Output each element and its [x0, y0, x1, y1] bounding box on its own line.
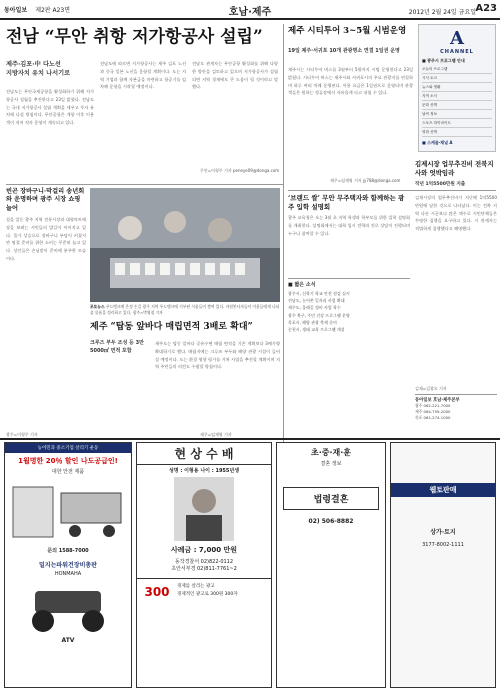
notice-line: 목포 061-274-1000: [415, 415, 451, 420]
channel-logo: A: [450, 28, 464, 49]
page-number: A23: [475, 3, 497, 14]
lead-headline: 전남 “무안 취항 저가항공사 설립”: [6, 27, 263, 47]
lead-body-col2: 전남도에 따르면 저가항공사는 제주 김포 노선과 중국 일본 노선을 운항할 계획이다. 도는 지역 기업과 함께 자본금을 마련하고 항공기를 임차해 운항을 시작할 예정이다.: [100, 61, 186, 90]
channel-schedule: [422, 66, 492, 137]
jeju-bus-byline: 제주=임재영 기자 jy788@donga.com: [330, 178, 401, 183]
channel-row[interactable]: 뉴스와 생활: [422, 84, 492, 92]
jeju-bus-headline: 제주 시티투어 3~5월 시범운영: [288, 26, 407, 36]
left-ad-brand2: 밀지는파워건장비총판: [39, 562, 97, 569]
far-right-ad-2: 상가·토지: [430, 529, 456, 536]
tapdong-headline: 제주 “탑동 앞바다 매립면적 3배로 확대”: [90, 322, 253, 332]
photo-story-byline: 광주=이형주 기자: [6, 432, 38, 437]
right-ad-box: 법령결혼: [283, 487, 379, 510]
ad-divider: [0, 438, 500, 440]
channel-row[interactable]: 시사 토크: [422, 75, 492, 83]
lead-body-col1: 전남도는 무안국제공항을 활성화하기 위해 저가항공사 설립을 추진한다고 23일 밝혔다. 전남도는 국내 저가항공사 설립 계획을 세우고 투자 유치에 나설 방침이다. 무안공항은 개항 이후 이용객이 적어 적자 운영이 계속되고 있다.: [6, 89, 94, 126]
left-ad-product-image: [5, 477, 131, 547]
issue-date: 2012년 2월 24일 금요일: [408, 9, 476, 16]
channel-row[interactable]: 문화 산책: [422, 102, 492, 110]
notice-label: 동아일보 호남·제주본부: [415, 398, 460, 403]
brief-item[interactable]: 광주 북구, 주민 건강 프로그램 운영: [288, 312, 350, 318]
news-photo: [90, 188, 280, 302]
brief-item[interactable]: 순천시, 생태 교육 프로그램 개설: [288, 326, 345, 332]
right-ad-phone: 02) 506-8882: [308, 518, 354, 525]
lead-subhead: [6, 60, 96, 79]
left-ad-brand: 대한 안전 제품: [51, 469, 85, 475]
left-ad-atv: ATV: [61, 637, 75, 644]
right-ad-title: 초·중·재·훈: [310, 448, 352, 457]
brief-item[interactable]: 제주도, 올레길 정비 사업 착수: [288, 305, 341, 311]
edu-headline: ‘브랜드 쌀’ 무안 무주택자와 함께하는 광주 입학 설명회: [288, 194, 405, 211]
section-title: 호남·제주: [228, 7, 272, 18]
section-divider: [6, 184, 283, 185]
photo-scene: [90, 188, 280, 302]
lead-byline: 무안=이형주 기자 peneye09@donga.com: [200, 168, 280, 173]
channel-caption: ■ 광주시 프로그램 안내: [422, 58, 465, 63]
channel-row[interactable]: 영화 산책: [422, 129, 492, 137]
edition-label: 제2판 A23면: [35, 6, 71, 14]
right-ad-sub: 결혼 정보: [320, 461, 342, 467]
left-ad-model: HONMAHA: [54, 571, 82, 577]
photo-credit: 광주=박영철 기자: [132, 310, 163, 316]
center-ad-phone2: 초안서부경 02)811-7761~2: [171, 566, 237, 572]
notice-line: 제주 064-759-2000: [415, 409, 451, 414]
suspect-photo: [174, 477, 234, 541]
center-ad-reward: 사례금 : 7,000 만원: [170, 546, 238, 554]
center-ad-name: 성명 : 이형용 나이 : 1955년생: [168, 468, 240, 474]
channel-row[interactable]: 날씨 정보: [422, 111, 492, 119]
left-ad-top: 농어민과 중소기업 살리기 운동: [5, 443, 131, 453]
page-header: [0, 0, 500, 20]
atv-image: [5, 577, 131, 637]
center-ad-phone: 동작경찰서 02)822-0112: [174, 559, 234, 565]
jeju-bus-body: 제주시는 시티투어 버스를 3월부터 5월까지 시범 운영한다고 23일 밝혔다. 시티투어 버스는 제주시와 서귀포시의 주요 관광지를 연결하며 하루 여러 차례 운행된다. 이용 요금은 1일권으로 운영되며 관광객들은 원하는 정류장에서 자유롭게 타고 내릴 수 있다.: [288, 67, 413, 96]
kimje-subhead: 작년 1억5500만원 지출: [415, 182, 466, 187]
photo-caption: [90, 304, 280, 320]
lead-subhead-line2: 지방자치 유치 나서기로: [6, 70, 71, 78]
kimje-headline: 김제시장 업무추진비 전북지사와 엇박임라: [415, 160, 494, 177]
photo-label: 포토뉴스: [90, 304, 105, 309]
kimje-body: 김제시장의 업무추진비가 지난해 1억5500만원에 달한 것으로 나타났다. 이는 전북 지역 다른 시군보다 많은 액수로 시민단체들은 투명한 집행을 요구하고 있다. 시 관계자는 적법하게 집행했다고 해명했다.: [415, 195, 497, 232]
far-right-ad-3: 3177-8002-1111: [422, 542, 464, 548]
right-divider: [288, 190, 496, 191]
notice-box: [415, 394, 497, 432]
briefs-box: [288, 278, 410, 432]
brief-item[interactable]: 광주시, 신학기 학교 안전 점검 실시: [288, 291, 350, 296]
photo-story-body: 설을 앞둔 광주 지역 전통시장과 대형마트에 장을 보려는 시민들의 발길이 이어지고 있다. 물가 상승으로 장바구니 부담이 커졌지만 명절 준비를 위한 소비는 꾸준히 늘고 있다. 상인들은 손님맞이 준비에 분주한 모습이다.: [6, 217, 86, 261]
edu-body: 광주 교육청은 오는 3월 초 지역 학생과 학부모를 위한 입학 설명회를 개최한다. 설명회에서는 대학 입시 전략과 진로 상담이 진행되며 누구나 참여할 수 있다.: [288, 215, 410, 236]
center-ad[interactable]: [136, 442, 272, 688]
center-ad-bottom2: 경제를 살리는 광고: [177, 584, 215, 589]
tapdong-body: 제주도는 탑동 앞바다 공유수면 매립 면적을 기존 계획보다 3배가량 확대하기로 했다. 매립지에는 크루즈 부두와 해양 관광 시설이 들어설 예정이다. 도는 환경 영향 평가를 거쳐 사업을 추진할 계획이며 지역 주민들의 의견도 수렴할 방침이다.: [155, 341, 280, 370]
briefs-title: ■ 짧은 소식: [288, 282, 316, 288]
lead-body-col3: 전남도 관계자는 무안공항 활성화를 위해 다양한 방안을 검토하고 있으며 저가항공사가 설립되면 지역 경제에도 큰 도움이 될 것이라고 말했다.: [192, 61, 278, 90]
channel-box: [418, 24, 496, 152]
right-ad[interactable]: [276, 442, 386, 688]
newspaper-brand: 동아일보: [4, 6, 28, 14]
photo-caption-text: 푸드뱅크에 온정 손길 광주 지역 푸드뱅크에 기부된 식품들이 쌓여 있다. 자원봉사자들이 이웃들에게 나눠줄 물품을 정리하고 있다.: [90, 304, 280, 316]
center-ad-number: 300: [144, 585, 170, 599]
left-ad-phone: 문의 1588-7000: [47, 548, 89, 554]
photo-story-headline: 빈곤 장바구니·막걸리 송년회와 운명하며 광주 시장 쇼핑 늘어: [6, 188, 85, 212]
channel-row[interactable]: 지역 소식: [422, 93, 492, 101]
left-ad-sale: 1월명한 20％ 할인 나도공급인!: [18, 457, 118, 465]
tapdong-byline: 제주=임재영 기자: [200, 432, 232, 437]
jeju-bus-subhead: 19일 제주·서귀포 10개 관광명소 연결 1일권 운영: [288, 48, 400, 54]
center-ad-bottom3: 경제적인 광고로 300원 300자: [177, 592, 238, 597]
channel-footer: ■ 스케줄·채널 A: [422, 140, 453, 145]
far-right-ad[interactable]: [390, 442, 496, 688]
tapdong-subhead: 크루즈 부두 조성 등 3만5000㎡ 면적 포함: [90, 340, 144, 354]
lead-subhead-line1: 제주·김포·中 다노선: [6, 61, 61, 68]
channel-title: CHANNEL: [440, 49, 474, 55]
brief-item[interactable]: 전남도, 농어촌 일자리 사업 확대: [288, 298, 345, 304]
far-right-ad-1: 웹토판매: [391, 483, 495, 497]
channel-row[interactable]: 오늘의 프로그램: [422, 66, 492, 74]
center-ad-title: 현 상 수 배: [137, 443, 271, 465]
left-ad[interactable]: [4, 442, 132, 688]
kimje-byline: 김제=김광오 기자: [415, 386, 447, 391]
center-ad-bottom: [137, 578, 271, 599]
brief-item[interactable]: 목포시, 해양 관광 축제 준비: [288, 319, 337, 325]
notice-line: 광주 062-221-7000: [415, 403, 451, 408]
channel-row[interactable]: 스포츠 하이라이트: [422, 120, 492, 128]
